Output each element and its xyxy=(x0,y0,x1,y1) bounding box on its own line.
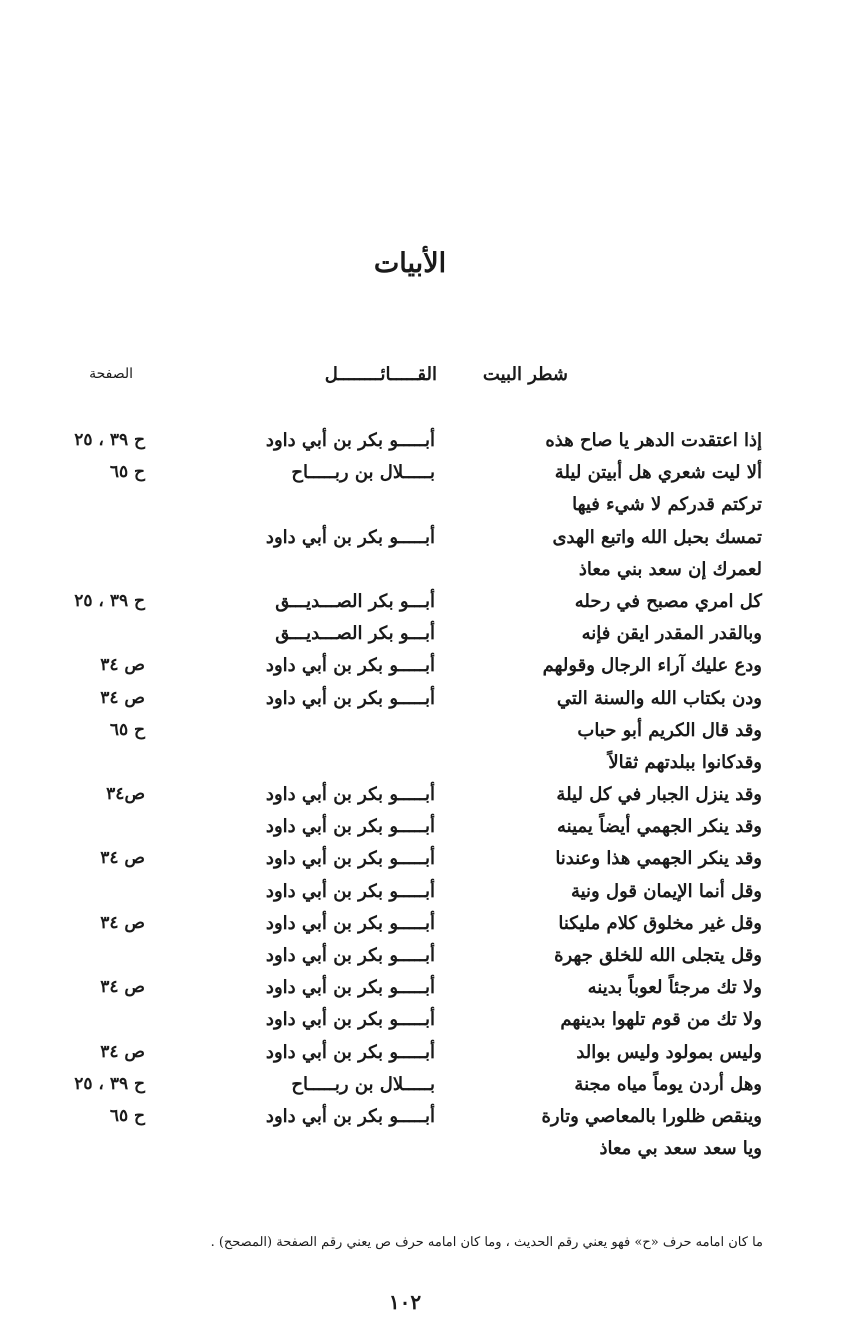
table-row xyxy=(0,525,855,557)
reference-cell: ح ٣٩ ، ٢٥ xyxy=(74,430,145,450)
table-row xyxy=(0,428,855,460)
table-row xyxy=(0,911,855,943)
author-cell: أبـــو بكر الصـــديـــق xyxy=(275,590,435,612)
table-row xyxy=(0,846,855,878)
verse-cell: تركتم قدركم لا شيء فيها xyxy=(572,494,762,516)
author-cell: أبـــــو بكر بن أبي داود xyxy=(265,816,435,838)
table-row xyxy=(0,460,855,492)
verse-cell: وقل غير مخلوق كلام مليكنا xyxy=(558,912,762,934)
reference-cell: ص ٣٤ xyxy=(100,912,145,933)
verse-cell: ودن بكتاب الله والسنة التي xyxy=(556,687,762,709)
table-row xyxy=(0,879,855,911)
author-column-header: القـــــائــــــــل xyxy=(324,364,437,385)
author-cell: أبـــو بكر الصـــديـــق xyxy=(275,623,435,645)
table-row xyxy=(0,589,855,621)
author-cell: أبـــــو بكر بن أبي داود xyxy=(265,1009,435,1031)
page-column-header: الصفحة xyxy=(89,366,133,382)
table-row xyxy=(0,943,855,975)
author-cell: أبـــــو بكر بن أبي داود xyxy=(265,977,435,999)
verse-column-header: شطر البيت xyxy=(482,364,568,385)
reference-cell: ص ٣٤ xyxy=(100,1041,145,1062)
author-cell: أبـــــو بكر بن أبي داود xyxy=(265,430,435,451)
verse-cell: وقدكانوا ببلدتهم ثقالاً xyxy=(608,751,762,773)
author-cell: أبـــــو بكر بن أبي داود xyxy=(265,784,435,806)
table-row xyxy=(0,1040,855,1072)
verse-cell: وليس بمولود وليس بوالد xyxy=(576,1041,762,1063)
reference-cell: ص ٣٤ xyxy=(100,977,145,998)
table-row xyxy=(0,686,855,718)
table-row xyxy=(0,1104,855,1136)
author-cell: أبـــــو بكر بن أبي داود xyxy=(265,655,435,677)
table-row xyxy=(0,557,855,589)
table-row xyxy=(0,718,855,750)
verse-cell: وهل أردن يوماً مياه مجنة xyxy=(574,1073,762,1095)
verses-table xyxy=(0,428,855,1168)
verse-cell: وقل يتجلى الله للخلق جهرة xyxy=(554,945,762,966)
author-cell: أبـــــو بكر بن أبي داود xyxy=(265,880,435,902)
reference-cell: ح ٦٥ xyxy=(109,1105,145,1126)
verse-cell: وقل أنما الإيمان قول ونية xyxy=(570,880,762,902)
verse-cell: وينقص ظلورا بالمعاصي وتارة xyxy=(541,1105,762,1127)
footnote: ما كان امامه حرف «ح» فهو يعني رقم الحديث ، وما كان امامه حرف ص يعني رقم الصفحة (المصحح) . xyxy=(210,1235,763,1250)
verse-cell: وقد قال الكريم أبو حباب xyxy=(577,719,762,741)
verse-cell: وبالقدر المقدر ايقن فإنه xyxy=(581,623,762,645)
reference-cell: ح ٦٥ xyxy=(109,719,145,740)
author-cell: أبـــــو بكر بن أبي داود xyxy=(265,687,435,709)
reference-cell: ح ٣٩ ، ٢٥ xyxy=(74,1073,145,1094)
table-row xyxy=(0,750,855,782)
author-cell: أبـــــو بكر بن أبي داود xyxy=(265,1105,435,1127)
author-cell: بـــــلال بن ربـــــاح xyxy=(291,462,435,484)
reference-cell: ح ٦٥ xyxy=(109,462,145,483)
table-row xyxy=(0,621,855,653)
table-row xyxy=(0,1072,855,1104)
verse-cell: ألا ليت شعري هل أبيتن ليلة xyxy=(554,462,762,484)
author-cell: أبـــــو بكر بن أبي داود xyxy=(265,1041,435,1063)
verse-cell: لعمرك إن سعد بني معاذ xyxy=(578,558,762,580)
table-row xyxy=(0,653,855,685)
verse-cell: وقد ينكر الجهمي أيضاً يمينه xyxy=(557,816,762,838)
reference-cell: ص ٣٤ xyxy=(100,687,145,708)
verse-cell: وقد ينزل الجبار في كل ليلة xyxy=(556,784,762,806)
table-row xyxy=(0,975,855,1007)
verse-cell: تمسك بحبل الله واتبع الهدى xyxy=(552,526,762,548)
reference-cell: ص٣٤ xyxy=(106,784,145,805)
reference-cell: ص ٣٤ xyxy=(100,848,145,869)
verse-cell: وقد ينكر الجهمي هذا وعندنا xyxy=(555,848,762,870)
author-cell: أبـــــو بكر بن أبي داود xyxy=(265,848,435,870)
verse-cell: ولا تك من قوم تلهوا بدينهم xyxy=(560,1009,762,1031)
author-cell: بـــــلال بن ربـــــاح xyxy=(291,1073,435,1095)
page-title: الأبيات xyxy=(373,248,447,279)
page-number: ١٠٢ xyxy=(388,1290,422,1314)
table-row xyxy=(0,492,855,524)
author-cell: أبـــــو بكر بن أبي داود xyxy=(265,526,435,548)
verse-cell: كل امري مصبح في رحله xyxy=(574,590,762,612)
table-row xyxy=(0,782,855,814)
author-cell: أبـــــو بكر بن أبي داود xyxy=(265,945,435,966)
verse-cell: ودع عليك آراء الرجال وقولهم xyxy=(542,655,762,677)
table-row xyxy=(0,814,855,846)
author-cell: أبـــــو بكر بن أبي داود xyxy=(265,912,435,934)
table-row xyxy=(0,1136,855,1168)
table-row xyxy=(0,1007,855,1039)
reference-cell: ح ٣٩ ، ٢٥ xyxy=(74,590,145,611)
verse-cell: إذا اعتقدت الدهر يا صاح هذه xyxy=(545,430,762,451)
reference-cell: ص ٣٤ xyxy=(100,655,145,676)
verse-cell: ولا تك مرجئاً لعوباً بدينه xyxy=(587,977,762,999)
verse-cell: ويا سعد سعد بي معاذ xyxy=(599,1138,762,1160)
